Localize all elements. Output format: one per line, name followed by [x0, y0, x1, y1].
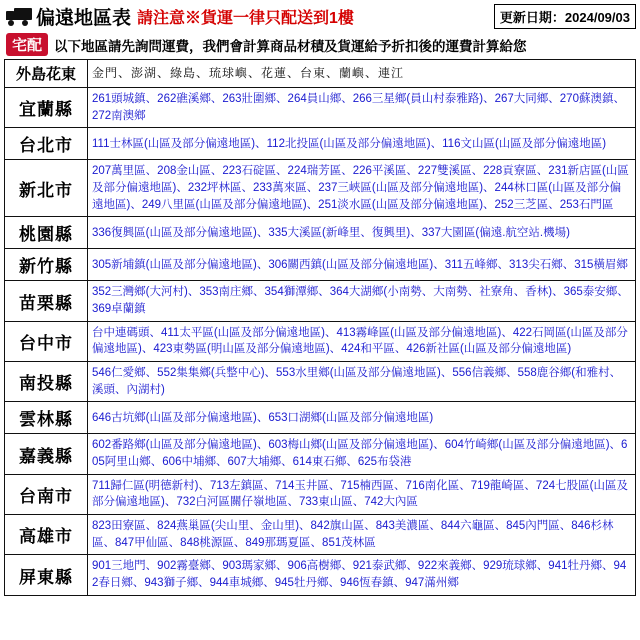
- table-row: [5, 88, 636, 128]
- region-detail: 546仁愛鄉、552集集鄉(兵整中心)、553水里鄉(山區及部分偏遠地區)、556信義鄉、558鹿谷鄉(和雅村、溪頭、內湖村): [88, 362, 636, 402]
- region-name: 新北市: [5, 160, 88, 217]
- remote-areas-table: [4, 59, 636, 596]
- table-row: [5, 515, 636, 555]
- region-name: 雲林縣: [5, 402, 88, 434]
- table-row: [5, 474, 636, 514]
- region-detail: 金門、澎湖、綠島、琉球嶼、花蓮、台東、蘭嶼、連江: [88, 60, 636, 88]
- table-row: [5, 249, 636, 281]
- region-detail: 823田寮區、824燕巢區(尖山里、金山里)、842旗山區、843美濃區、844六龜區、845內門區、846杉林區、847甲仙區、848桃源區、849那瑪夏區、851茂林區: [88, 515, 636, 555]
- table-row: [5, 60, 636, 88]
- table-row: [5, 217, 636, 249]
- region-name: 外島花東: [5, 60, 88, 88]
- region-name: 台北市: [5, 128, 88, 160]
- region-detail: 111士林區(山區及部分偏遠地區)、112北投區(山區及部分偏遠地區)、116文山區(山區及部分偏遠地區): [88, 128, 636, 160]
- region-name: 新竹縣: [5, 249, 88, 281]
- region-name: 台中市: [5, 321, 88, 361]
- region-detail: 711歸仁區(明德新村)、713左鎮區、714玉井區、715楠西區、716南化區、719龍崎區、724七股區(山區及部分偏遠地區)、732白河區關仔嶺地區、733東山區、742大內區: [88, 474, 636, 514]
- region-name: 嘉義縣: [5, 434, 88, 474]
- table-row: [5, 434, 636, 474]
- region-name: 台南市: [5, 474, 88, 514]
- region-name: 屏東縣: [5, 555, 88, 595]
- page-header: [0, 0, 640, 32]
- table-row: [5, 281, 636, 321]
- region-detail: 台中連碼頭、411太平區(山區及部分偏遠地區)、413霧峰區(山區及部分偏遠地區)、422石岡區(山區及部分偏遠地區)、423東勢區(明山區及部分偏遠地區)、424和平區、426新社區(山區及部分偏遠地區): [88, 321, 636, 361]
- region-name: 桃園縣: [5, 217, 88, 249]
- region-detail: 207萬里區、208金山區、223石碇區、224瑞芳區、226平溪區、227雙溪區、228貢寮區、231新店區(山區及部分偏遠地區)、232坪林區、233萬來區、237三峽區(山區及部分偏遠地區)、244林口區(山區及部分偏遠地區)、249八里區(山區及部分偏遠地區)、251淡水區(山區及部分偏遠地區)、252三芝區、253石門區: [88, 160, 636, 217]
- region-detail: 646古坑鄉(山區及部分偏遠地區)、653口湖鄉(山區及部分偏遠地區): [88, 402, 636, 434]
- home-delivery-tag: 宅配: [6, 33, 48, 56]
- table-row: [5, 128, 636, 160]
- table-row: [5, 402, 636, 434]
- delivery-truck-icon: [6, 8, 32, 26]
- region-name: 宜蘭縣: [5, 88, 88, 128]
- table-row: [5, 321, 636, 361]
- region-detail: 305新埔鎮(山區及部分偏遠地區)、306關西鎮(山區及部分偏遠地區)、311五峰鄉、313尖石鄉、315橫眉鄉: [88, 249, 636, 281]
- update-date-badge: 更新日期：2024/09/03: [494, 4, 636, 29]
- delivery-notice: 請注意※貨運一律只配送到1樓: [137, 10, 354, 27]
- region-name: 苗栗縣: [5, 281, 88, 321]
- region-detail: 901三地門、902霧臺鄉、903瑪家鄉、906高樹鄉、921泰武鄉、922來義鄉、929琉球鄉、941牡丹鄉、942春日鄉、943獅子鄉、944車城鄉、945牡丹鄉、946恆春鎮、947滿州鄉: [88, 555, 636, 595]
- table-row: [5, 160, 636, 217]
- region-name: 南投縣: [5, 362, 88, 402]
- region-name: 高雄市: [5, 515, 88, 555]
- region-detail: 602番路鄉(山區及部分偏遠地區)、603梅山鄉(山區及部分偏遠地區)、604竹崎鄉(山區及部分偏遠地區)、605阿里山鄉、606中埔鄉、607大埔鄉、614東石鄉、625布袋港: [88, 434, 636, 474]
- table-row: [5, 555, 636, 595]
- shipping-notice-text: 以下地區請先詢問運費，我們會計算商品材積及貨運給予折扣後的運費計算給您: [54, 38, 527, 54]
- region-detail: 261頭城鎮、262礁溪鄉、263壯圍鄉、264員山鄉、266三星鄉(員山村泰雅路)、267大同鄉、270蘇澳鎮、272南澳鄉: [88, 88, 636, 128]
- page-subheader: [0, 32, 640, 59]
- region-detail: 352三灣鄉(大河村)、353南庄鄉、354獅潭鄉、364大湖鄉(小南勢、大南勢、社寮角、香林)、365泰安鄉、369卓蘭鎮: [88, 281, 636, 321]
- region-detail: 336復興區(山區及部分偏遠地區)、335大溪區(新峰里、復興里)、337大園區(偏遠.航空站.機場): [88, 217, 636, 249]
- table-row: [5, 362, 636, 402]
- table-body: [5, 60, 636, 596]
- page-title: 偏遠地區表: [36, 8, 132, 29]
